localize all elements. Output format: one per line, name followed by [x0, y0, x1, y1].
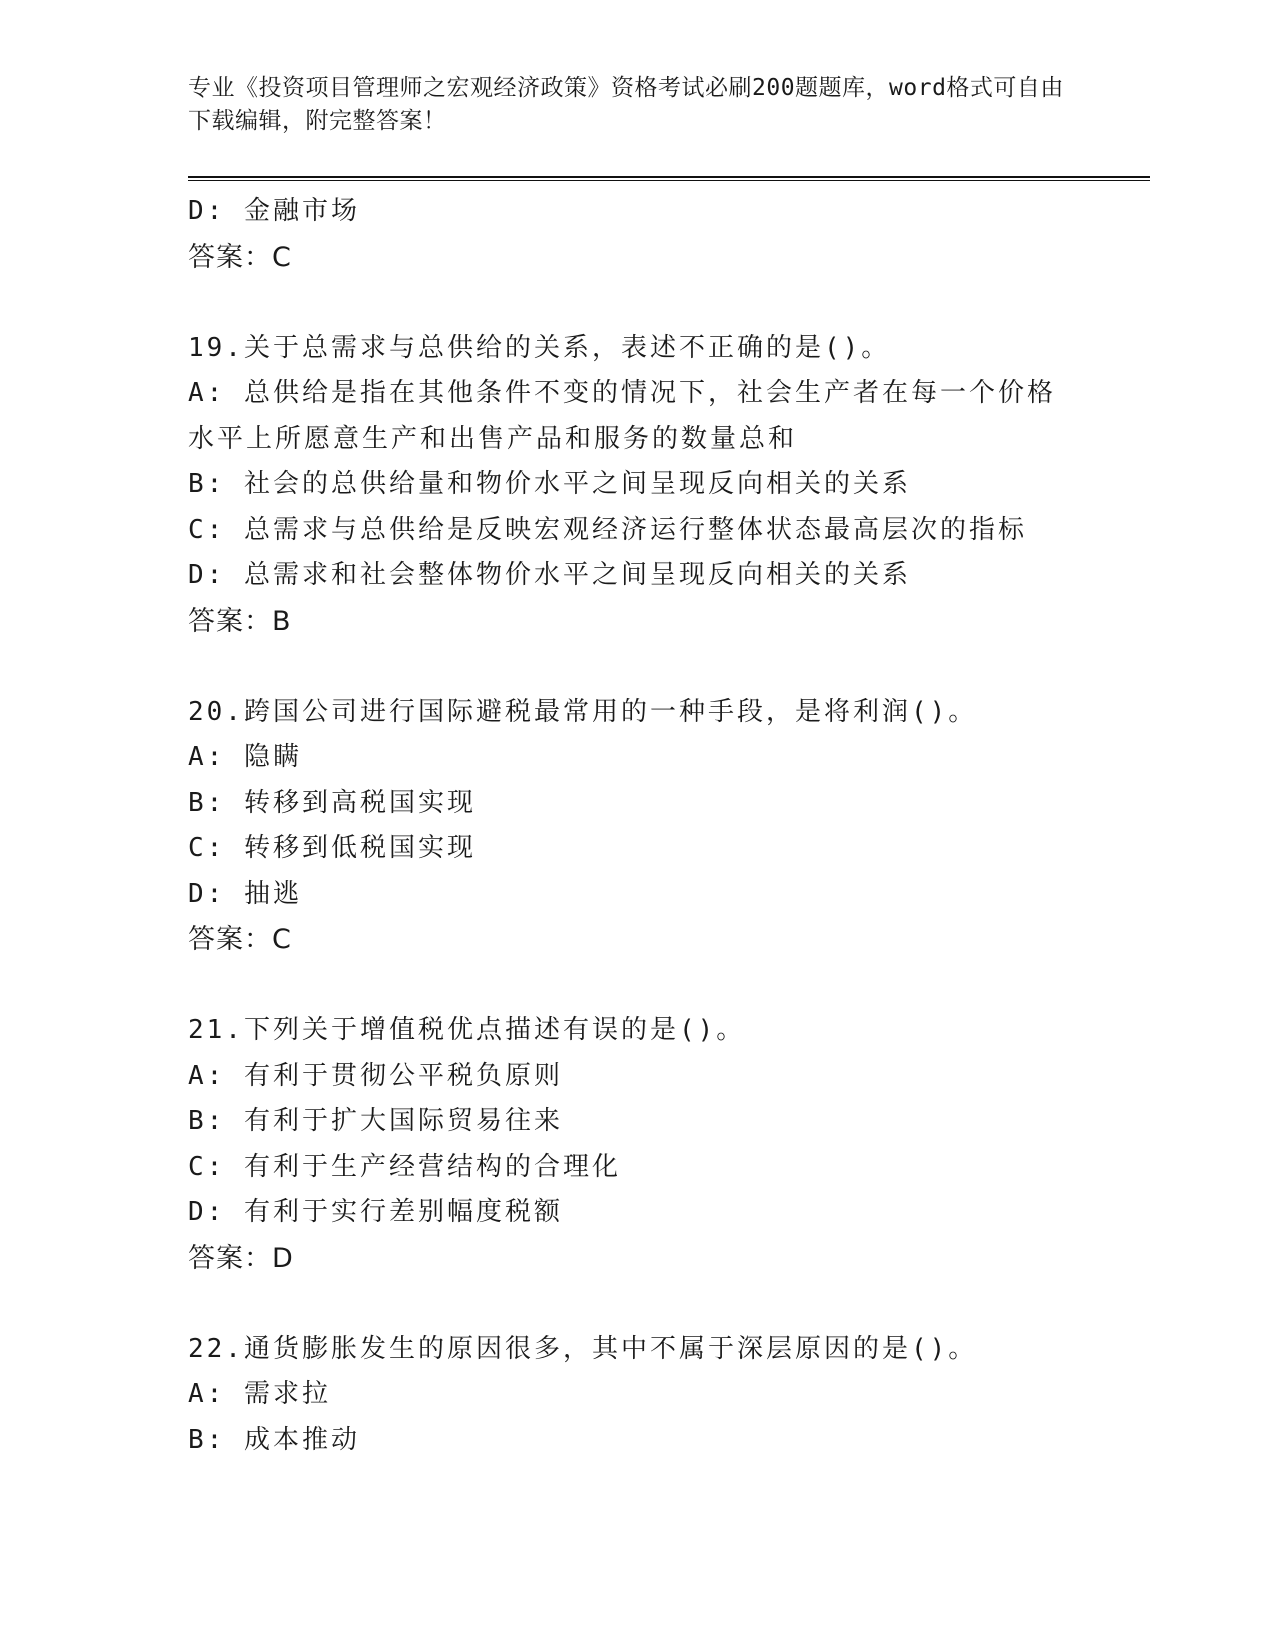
- option-a: A: 隐瞒: [188, 742, 302, 772]
- option-b: B: 成本推动: [188, 1424, 360, 1455]
- header-divider: [188, 176, 1150, 181]
- question-20: [188, 690, 1088, 963]
- question-stem: 21.下列关于增值税优点描述有误的是()。: [188, 1015, 746, 1045]
- option-d: D: 金融市场: [188, 196, 360, 226]
- option-c: C: 总需求与总供给是反映宏观经济运行整体状态最高层次的指标: [188, 514, 1027, 545]
- option-c: C: 转移到低税国实现: [188, 833, 476, 863]
- answer: 答案：C: [188, 924, 292, 955]
- option-a: A: 总供给是指在其他条件不变的情况下，社会生产者在每一个价格水平上所愿意生产和出售产品和服务的数量总和: [188, 378, 1056, 454]
- option-a: A: 有利于贯彻公平税负原则: [188, 1060, 563, 1091]
- option-b: B: 社会的总供给量和物价水平之间呈现反向相关的关系: [188, 469, 911, 499]
- answer: 答案：C: [188, 241, 292, 273]
- question-19: [188, 326, 1088, 645]
- answer: 答案：B: [188, 605, 292, 637]
- document-header: 专业《投资项目管理师之宏观经济政策》资格考试必刷200题题库，word格式可自由下载编辑，附完整答案！: [188, 75, 1064, 134]
- option-a: A: 需求拉: [188, 1379, 331, 1409]
- option-b: B: 有利于扩大国际贸易往来: [188, 1106, 563, 1136]
- option-d: D: 抽逃: [188, 878, 302, 909]
- option-d: D: 总需求和社会整体物价水平之间呈现反向相关的关系: [188, 560, 911, 590]
- option-b: B: 转移到高税国实现: [188, 787, 476, 818]
- question-18-tail: [188, 189, 1088, 280]
- question-stem: 20.跨国公司进行国际避税最常用的一种手段，是将利润()。: [188, 696, 978, 727]
- option-d: D: 有利于实行差别幅度税额: [188, 1197, 563, 1227]
- question-21: [188, 1008, 1088, 1281]
- question-stem: 22.通货膨胀发生的原因很多，其中不属于深层原因的是()。: [188, 1333, 978, 1364]
- question-stem: 19.关于总需求与总供给的关系，表述不正确的是()。: [188, 332, 891, 363]
- option-c: C: 有利于生产经营结构的合理化: [188, 1151, 621, 1182]
- answer: 答案：D: [188, 1242, 294, 1274]
- question-22: [188, 1327, 1088, 1464]
- question-list: [188, 189, 1088, 1463]
